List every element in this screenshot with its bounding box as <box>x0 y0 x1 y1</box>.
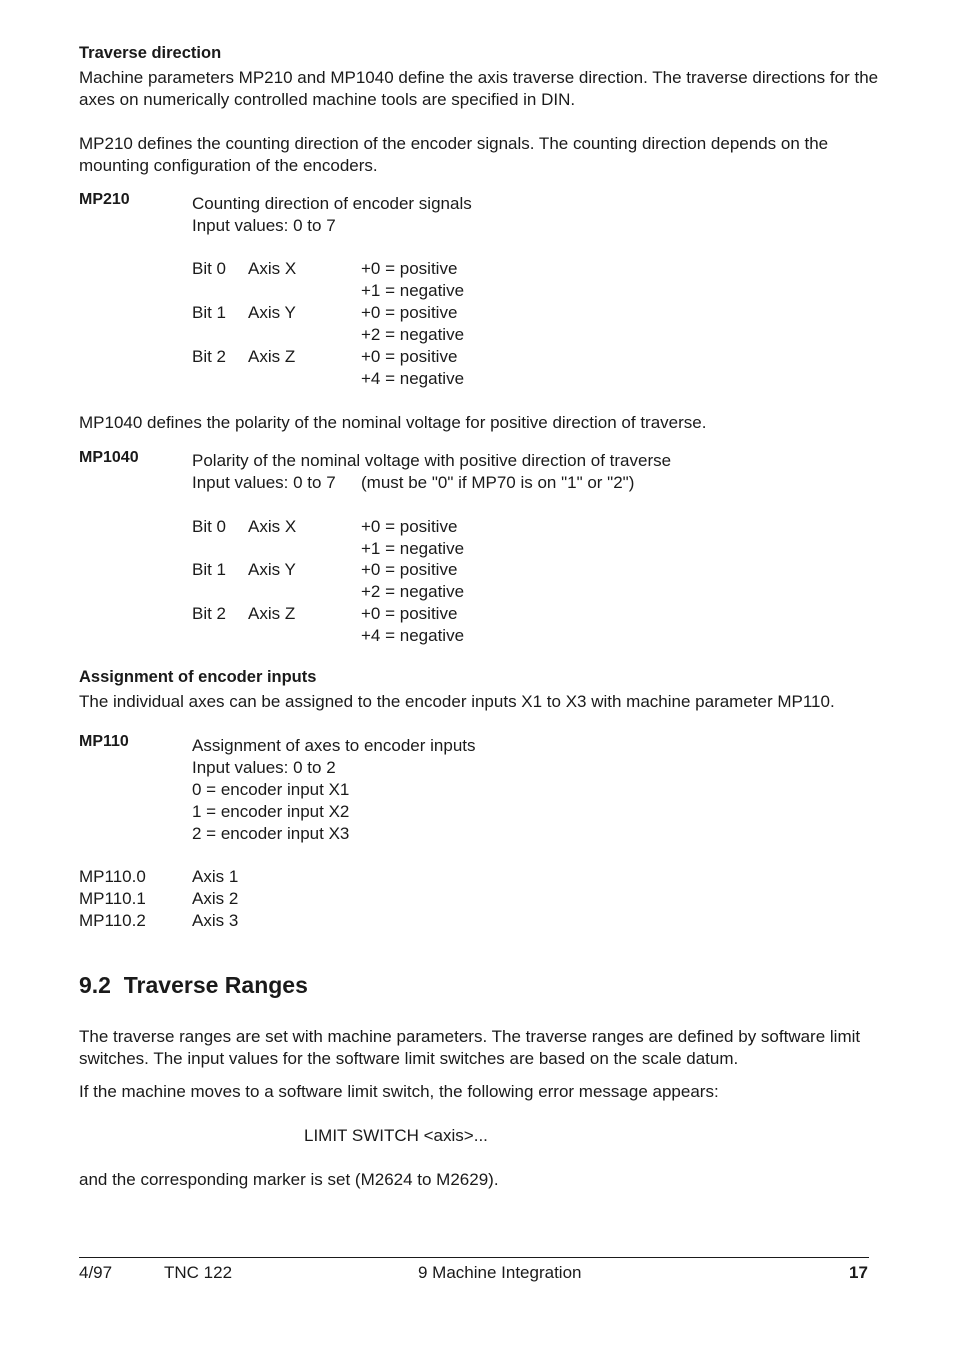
mp1040-negative: +4 = negative <box>361 626 465 645</box>
mp1040-negative: +2 = negative <box>361 582 465 601</box>
mp110-sub-param: MP110.1 <box>79 889 146 908</box>
mp210-negative: +2 = negative <box>361 325 465 344</box>
mp210-positive: +0 = positive <box>361 259 458 278</box>
footer-product: TNC 122 <box>164 1263 233 1282</box>
mp1040-axis: Axis Y <box>248 560 296 579</box>
error-message: LIMIT SWITCH <axis>... <box>304 1126 488 1145</box>
mp1040-positive: +0 = positive <box>361 560 458 579</box>
section-title-text: Traverse Ranges <box>123 972 308 998</box>
heading-traverse-direction: Traverse direction <box>79 44 222 62</box>
paragraph: If the machine moves to a software limit switch, the following error message appears: <box>79 1082 719 1101</box>
mp1040-description: Polarity of the nominal voltage with positive direction of traverse <box>192 451 672 470</box>
mp210-bit: Bit 2 <box>192 347 227 366</box>
mp210-input-values: Input values: 0 to 7 <box>192 216 336 235</box>
mp1040-bit: Bit 1 <box>192 560 227 579</box>
mp210-description: Counting direction of encoder signals <box>192 194 472 213</box>
mp210-bit: Bit 1 <box>192 303 227 322</box>
mp210-positive: +0 = positive <box>361 303 458 322</box>
mp110-label: MP110 <box>79 733 129 750</box>
mp210-axis: Axis X <box>248 259 297 278</box>
mp210-bit: Bit 0 <box>192 259 227 278</box>
mp1040-axis: Axis Z <box>248 604 296 623</box>
mp110-sub-param: MP110.0 <box>79 867 146 886</box>
mp1040-positive: +0 = positive <box>361 604 458 623</box>
mp1040-bit: Bit 0 <box>192 517 227 536</box>
mp210-positive: +0 = positive <box>361 347 458 366</box>
mp110-line: 2 = encoder input X3 <box>192 824 350 843</box>
mp1040-note: (must be "0" if MP70 is on "1" or "2") <box>361 473 635 492</box>
paragraph: MP1040 defines the polarity of the nominal voltage for positive direction of traverse. <box>79 413 707 432</box>
footer-rule <box>79 1257 869 1258</box>
mp210-negative: +1 = negative <box>361 281 465 300</box>
footer-date: 4/97 <box>79 1263 113 1282</box>
mp110-line: Input values: 0 to 2 <box>192 758 336 777</box>
mp1040-input-values: Input values: 0 to 7 <box>192 473 336 492</box>
mp110-line: 1 = encoder input X2 <box>192 802 350 821</box>
mp110-line: Assignment of axes to encoder inputs <box>192 736 476 755</box>
mp1040-positive: +0 = positive <box>361 517 458 536</box>
footer-chapter: 9 Machine Integration <box>418 1263 582 1282</box>
paragraph: Machine parameters MP210 and MP1040 define the axis traverse direction. The traverse directions for the axes on numerically controlled machine tools are specified in DIN. <box>79 68 879 109</box>
mp210-label: MP210 <box>79 191 130 208</box>
footer-page-number: 17 <box>849 1263 868 1282</box>
paragraph: The traverse ranges are set with machine parameters. The traverse ranges are defined by software limit switches. The input values for the software limit switches are based on the scale datum. <box>79 1027 861 1068</box>
mp1040-negative: +1 = negative <box>361 539 465 558</box>
mp110-sub-axis: Axis 3 <box>192 911 239 930</box>
mp210-axis: Axis Z <box>248 347 296 366</box>
paragraph: MP210 defines the counting direction of the encoder signals. The counting direction depends on the mounting configuration of the encoders. <box>79 134 829 175</box>
paragraph: The individual axes can be assigned to the encoder inputs X1 to X3 with machine parameter MP110. <box>79 692 835 711</box>
mp110-line: 0 = encoder input X1 <box>192 780 350 799</box>
mp110-sub-axis: Axis 1 <box>192 867 239 886</box>
mp1040-label: MP1040 <box>79 449 139 466</box>
heading-assignment-encoder-inputs: Assignment of encoder inputs <box>79 668 317 686</box>
mp210-axis: Axis Y <box>248 303 296 322</box>
mp1040-axis: Axis X <box>248 517 297 536</box>
mp1040-bit: Bit 2 <box>192 604 227 623</box>
mp110-sub-axis: Axis 2 <box>192 889 239 908</box>
section-title <box>79 971 308 999</box>
mp110-sub-param: MP110.2 <box>79 911 146 930</box>
mp210-negative: +4 = negative <box>361 369 465 388</box>
paragraph: and the corresponding marker is set (M2624 to M2629). <box>79 1170 499 1189</box>
section-number: 9.2 <box>79 972 111 998</box>
